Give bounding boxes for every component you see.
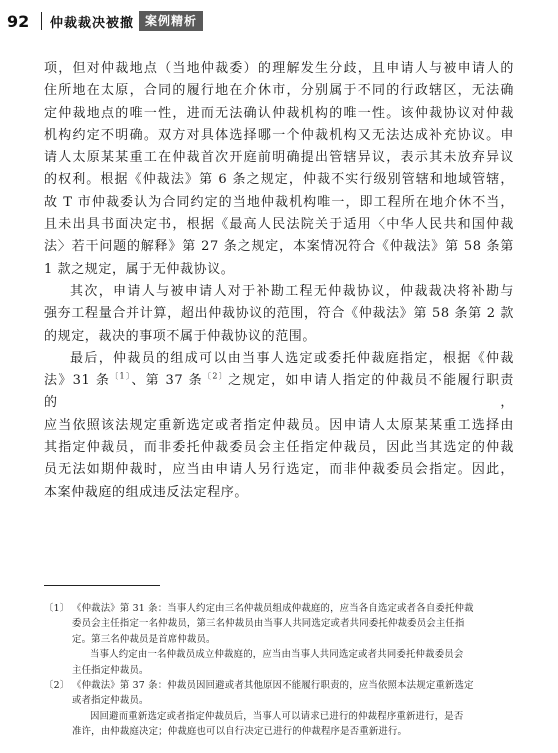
running-header [7,11,203,31]
text-line [44,370,514,415]
section-badge: 案例精析 [139,11,203,31]
text-line: 法〉若干问题的解释》第 27 条之规定，本案情况符合《仲裁法》第 58 条第 [44,239,514,255]
footnote-2-continuation-tail [44,724,516,739]
paragraph-1 [44,58,514,281]
text-line: 1 款之规定，属于无仲裁协议。 [44,261,235,277]
footnotes [44,601,516,740]
footnote-mark: 〔1〕 [44,603,70,614]
header-divider [41,12,42,30]
text-line: 住所地在太原，合同的履行地在介休市，分别属于不同的行政辖区，无法确 [44,83,514,99]
book-title: 仲裁裁决被撤 [50,15,135,31]
footnote-ref-2[interactable]: 〔2〕 [202,371,229,381]
text-line: 其指定仲裁员，而非委托仲裁委员会主任指定仲裁员，因此当其选定的仲裁 [44,440,514,456]
footnote-mark: 〔2〕 [44,680,70,692]
text-line: 机构约定不明确。双方对具体选择哪一个仲裁机构又无法达成补充协议。申 [44,127,514,143]
text-line: 项，但对仲裁地点（当地仲裁委）的理解发生分歧，且申请人与被申请人的 [44,61,514,76]
footnote-1 [44,601,516,647]
footnote-line: 或者指定仲裁员。 [72,695,149,707]
footnote-line: 《仲裁法》第 31 条：当事人约定由三名仲裁员组成仲裁庭的，应当各自选定或者各自委托仲裁 [72,603,474,614]
footnote-line: 《仲裁法》第 37 条：仲裁员因回避或者其他原因不能履行职责的，应当依照本法规定重新选定 [72,680,474,692]
text-line: 且未出具书面决定书，根据《最高人民法院关于适用〈中华人民共和国仲裁 [44,217,514,233]
text-span: 之规定，如申请人指定的仲裁员不能履行职责的， [44,373,514,411]
footnote-line: 准许，由仲裁庭决定；仲裁庭也可以自行决定已进行的仲裁程序是否重新进行。 [72,726,408,738]
page-number: 92 [7,11,30,31]
footnote-divider [44,585,160,586]
main-text [44,58,514,504]
footnote-1-continuation [44,647,516,662]
text-line: 的权利。根据《仲裁法》第 6 条之规定，仲裁不实行级别管辖和地域管辖， [44,172,514,188]
footnote-line: 委员会主任指定一名仲裁员，第三名仲裁员由当事人共同选定或者共同委托仲裁委员会主任指 [72,618,465,630]
text-line: 员无法如期仲裁时，应当由申请人另行选定，而非仲裁委员会指定。因此， [44,462,514,478]
text-line: 最后，仲裁员的组成可以由当事人选定或委托仲裁庭指定，根据《仲裁 [70,350,514,366]
paragraph-2 [44,281,514,348]
footnote-line: 定。第三名仲裁员是首席仲裁员。 [72,633,216,645]
footnote-2-continuation [44,709,516,724]
footnote-ref-1[interactable]: 〔1〕 [110,371,132,381]
text-line: 定仲裁地点的唯一性，进而无法确认仲裁机构的唯一性。该仲裁协议对仲裁 [44,105,514,121]
text-line: 其次，申请人与被申请人对于补勘工程无仲裁协议，仲裁裁决将补勘与 [70,283,514,299]
footnote-line: 当事人约定由一名仲裁员成立仲裁庭的，应当由当事人共同选定或者共同委托仲裁委员会 [90,649,464,661]
text-line: 强夯工程量合并计算，超出仲裁协议的范围，符合《仲裁法》第 58 条第 2 款 [44,306,514,322]
paragraph-3 [44,348,514,504]
footnote-2 [44,678,516,709]
text-span: 法》31 条 [44,373,111,389]
footnote-1-continuation-tail [44,663,516,678]
text-line: 应当依照该法规定重新选定或者指定仲裁员。因申请人太原某某重工选择由 [44,417,514,433]
footnote-line: 主任指定仲裁员。 [72,664,149,676]
text-line: 的规定，裁决的事项不属于仲裁协议的范围。 [44,328,317,344]
footnote-line: 因回避而重新选定或者指定仲裁员后，当事人可以请求已进行的仲裁程序重新进行，是否 [90,710,464,722]
text-span: 、第 37 条 [131,373,203,389]
text-line: 本案仲裁庭的组成违反法定程序。 [44,484,249,500]
text-line: 故 T 市仲裁委认为合同约定的当地仲裁机构唯一，即工程所在地介休不当， [44,194,514,210]
text-line: 请人太原某某重工在仲裁首次开庭前明确提出管辖异议，表示其未放弃异议 [44,150,514,166]
